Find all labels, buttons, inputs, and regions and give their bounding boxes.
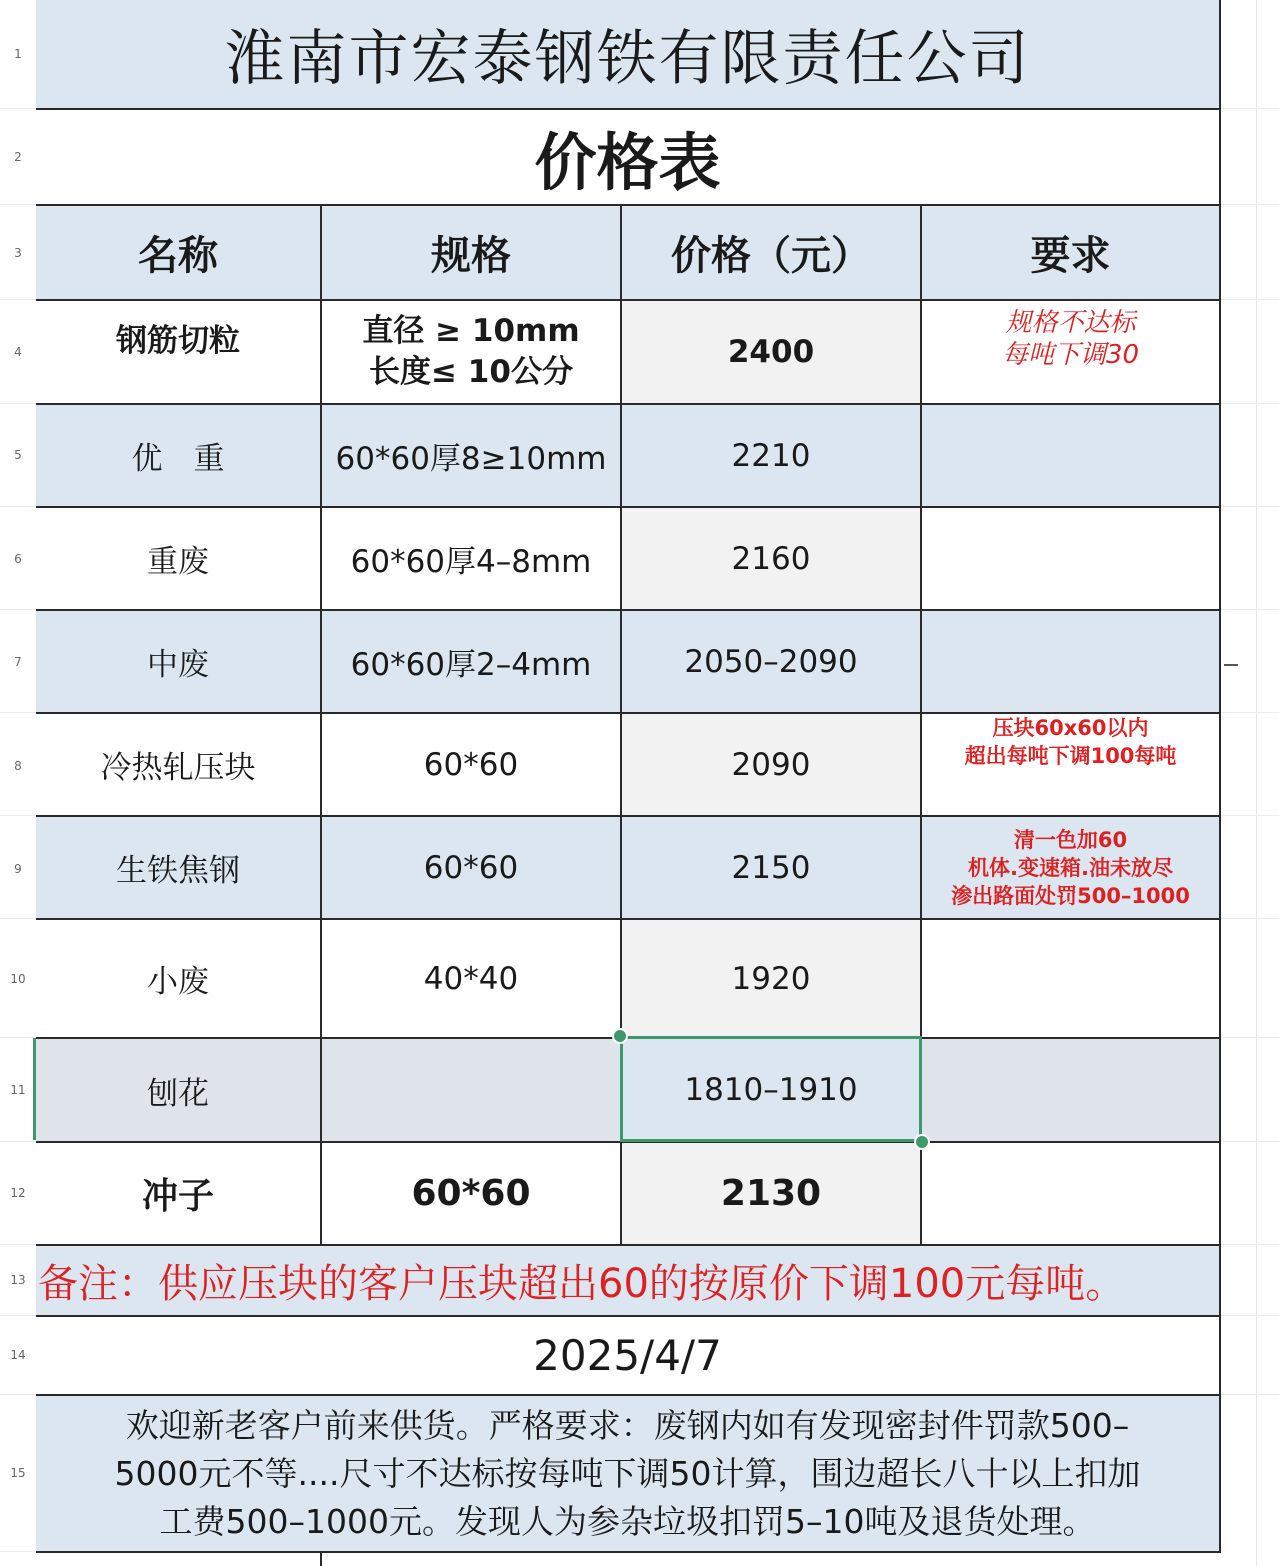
row-number-11[interactable]: 11 xyxy=(10,1083,26,1097)
table-row-cell-name[interactable] xyxy=(36,301,322,405)
gridline xyxy=(1220,1037,1279,1038)
requirement-line: 清一色加60 xyxy=(1013,827,1128,852)
table-row-cell-spec[interactable] xyxy=(322,301,622,405)
table-row-cell-price[interactable] xyxy=(622,1143,922,1246)
table-row-cell-price[interactable] xyxy=(622,817,922,920)
item-price: 2090 xyxy=(731,746,811,783)
company-title-cell[interactable] xyxy=(36,0,1221,110)
item-spec: 60*60 xyxy=(411,1173,531,1214)
table-row-cell-name[interactable] xyxy=(36,817,322,920)
column-divider xyxy=(320,1553,322,1566)
requirement-line: 超出每吨下调100每吨 xyxy=(964,744,1177,768)
gridline xyxy=(1220,1244,1279,1245)
row-number-3[interactable]: 3 xyxy=(14,246,22,260)
table-row-cell-price[interactable] xyxy=(622,508,922,611)
item-name: 冷热轧压块 xyxy=(100,750,256,786)
item-spec-line2: 长度≤ 10公分 xyxy=(369,354,573,390)
gridline xyxy=(1220,815,1279,816)
header-spec[interactable] xyxy=(322,206,622,301)
right-gridline xyxy=(1256,0,1257,1566)
table-row-cell-spec[interactable] xyxy=(322,508,622,611)
gridline xyxy=(0,1551,36,1552)
price-table-title-cell[interactable] xyxy=(36,110,1221,206)
item-spec: 60*60厚4–8mm xyxy=(350,544,592,580)
gridline xyxy=(0,108,36,109)
date-cell[interactable] xyxy=(36,1317,1221,1396)
gridline xyxy=(0,204,36,205)
row-number-12[interactable]: 12 xyxy=(10,1186,26,1200)
table-row-cell-price[interactable] xyxy=(622,405,922,508)
row-number-6[interactable]: 6 xyxy=(14,552,22,566)
table-row-cell-price[interactable] xyxy=(622,920,922,1039)
item-name: 优 重 xyxy=(131,441,225,477)
table-row-cell-spec[interactable] xyxy=(322,405,622,508)
header-name[interactable] xyxy=(36,206,322,301)
row-number-2[interactable]: 2 xyxy=(14,150,22,164)
notice-line: 5000元不等....尺寸不达标按每吨下调50计算，围边超长八十以上扣加 xyxy=(114,1453,1141,1493)
row-number-15[interactable]: 15 xyxy=(10,1466,26,1480)
gridline xyxy=(1220,506,1279,507)
selection-handle-top-left[interactable] xyxy=(612,1028,628,1044)
table-row-cell-spec[interactable] xyxy=(322,714,622,817)
item-spec: 60*60 xyxy=(423,746,519,783)
gridline xyxy=(0,918,36,919)
table-row-cell-name[interactable] xyxy=(36,1143,322,1246)
item-price: 2400 xyxy=(727,334,815,370)
table-row-cell-name[interactable] xyxy=(36,508,322,611)
gridline xyxy=(1220,403,1279,404)
item-spec-line1: 直径 ≥ 10mm xyxy=(362,313,580,349)
table-row-cell-name[interactable] xyxy=(36,714,322,817)
gridline xyxy=(1220,108,1279,109)
table-row-cell-spec[interactable] xyxy=(322,1143,622,1246)
row-header-gutter xyxy=(0,0,37,1566)
item-name: 小废 xyxy=(147,964,209,1000)
price-table-title: 价格表 xyxy=(534,125,721,199)
note-text: 备注：供应压块的客户压块超出60的按原价下调100元每吨。 xyxy=(38,1261,1126,1307)
table-row-cell-requirement[interactable] xyxy=(922,405,1221,508)
header-spec-label: 规格 xyxy=(431,233,511,279)
row-number-7[interactable]: 7 xyxy=(14,655,22,669)
item-price: 2150 xyxy=(731,849,811,886)
gridline xyxy=(1220,1141,1279,1142)
header-requirement[interactable] xyxy=(922,206,1221,301)
requirement-line: 每吨下调30 xyxy=(1001,340,1140,370)
gridline xyxy=(0,609,36,610)
overflow-dash xyxy=(1224,664,1238,666)
table-row-cell-name[interactable] xyxy=(36,920,322,1039)
table-row-cell-spec[interactable] xyxy=(322,611,622,714)
row-number-1[interactable]: 1 xyxy=(14,47,22,61)
item-price: 2160 xyxy=(731,540,811,577)
table-row-cell-price[interactable] xyxy=(622,714,922,817)
row-number-5[interactable]: 5 xyxy=(14,448,22,462)
next-row-partial xyxy=(36,1553,1221,1566)
row-number-9[interactable]: 9 xyxy=(14,862,22,876)
table-row-cell-name[interactable] xyxy=(36,405,322,508)
item-spec: 60*60厚8≥10mm xyxy=(335,441,607,477)
gridline xyxy=(1220,299,1279,300)
table-row-cell-requirement[interactable] xyxy=(922,1039,1221,1143)
table-row-cell-spec[interactable] xyxy=(322,1039,622,1143)
row-number-14[interactable]: 14 xyxy=(10,1348,26,1362)
item-spec: 40*40 xyxy=(423,960,519,997)
requirement-line: 机体.变速箱.油未放尽 xyxy=(968,855,1173,880)
item-price: 2210 xyxy=(731,437,811,474)
row-number-10[interactable]: 10 xyxy=(10,972,26,986)
gridline xyxy=(0,506,36,507)
company-title: 淮南市宏泰钢铁有限责任公司 xyxy=(224,24,1031,94)
table-row-cell-requirement[interactable] xyxy=(922,301,1221,405)
requirement-line: 压块60x60以内 xyxy=(992,716,1149,740)
gridline xyxy=(0,815,36,816)
gridline xyxy=(1220,918,1279,919)
table-row-cell-price[interactable] xyxy=(622,301,922,405)
table-row-cell-spec[interactable] xyxy=(322,817,622,920)
table-row-cell-requirement[interactable] xyxy=(922,714,1221,817)
gridline xyxy=(0,1315,36,1316)
notice-line: 工费500–1000元。发现人为参杂垃圾扣罚5–10吨及退货处理。 xyxy=(159,1501,1096,1541)
table-row-cell-price[interactable] xyxy=(622,611,922,714)
row-number-8[interactable]: 8 xyxy=(14,759,22,773)
item-name: 中废 xyxy=(147,647,209,683)
notice-paragraph-cell[interactable] xyxy=(36,1396,1221,1553)
row-number-4[interactable]: 4 xyxy=(14,345,22,359)
gridline xyxy=(1220,1394,1279,1395)
requirement-line: 渗出路面处罚500–1000 xyxy=(951,883,1190,908)
item-price: 1920 xyxy=(731,960,811,997)
gridline xyxy=(0,1141,36,1142)
table-row-cell-requirement[interactable] xyxy=(922,508,1221,611)
header-name-label: 名称 xyxy=(138,233,218,279)
cell-selection-box[interactable] xyxy=(620,1036,922,1142)
item-name: 重废 xyxy=(147,544,209,580)
requirement-line: 规格不达标 xyxy=(1005,308,1136,338)
note-cell[interactable] xyxy=(36,1246,1221,1317)
row-selection-marker xyxy=(33,1038,36,1140)
table-row-cell-requirement[interactable] xyxy=(922,920,1221,1039)
item-price: 2050–2090 xyxy=(684,643,858,680)
item-spec: 60*60 xyxy=(423,849,519,886)
gridline xyxy=(0,1244,36,1245)
gridline xyxy=(1220,1315,1279,1316)
item-price: 2130 xyxy=(720,1173,822,1214)
item-name: 刨花 xyxy=(147,1075,209,1112)
item-name: 生铁焦钢 xyxy=(116,853,240,889)
table-row-cell-name[interactable] xyxy=(36,611,322,714)
notice-line: 欢迎新老客户前来供货。严格要求：废钢内如有发现密封件罚款500– xyxy=(125,1405,1130,1445)
table-row-cell-requirement[interactable] xyxy=(922,611,1221,714)
table-row-cell-requirement[interactable] xyxy=(922,1143,1221,1246)
gridline xyxy=(0,299,36,300)
item-spec: 60*60厚2–4mm xyxy=(350,647,592,683)
table-row-cell-name[interactable] xyxy=(36,1039,322,1143)
gridline xyxy=(1220,204,1279,205)
header-price[interactable] xyxy=(622,206,922,301)
header-price-label: 价格（元） xyxy=(671,233,871,279)
selection-handle-bottom-right[interactable] xyxy=(914,1134,930,1150)
item-price: 1810–1910 xyxy=(684,1072,858,1108)
gridline xyxy=(0,1037,36,1038)
gridline xyxy=(1220,609,1279,610)
gridline xyxy=(0,712,36,713)
header-requirement-label: 要求 xyxy=(1030,233,1111,279)
table-row-cell-spec[interactable] xyxy=(322,920,622,1039)
gridline xyxy=(0,1394,36,1395)
gridline xyxy=(0,403,36,404)
date-text: 2025/4/7 xyxy=(533,1331,722,1380)
item-name: 冲子 xyxy=(141,1176,214,1217)
row-number-13[interactable]: 13 xyxy=(10,1273,26,1287)
table-row-cell-requirement[interactable] xyxy=(922,817,1221,920)
item-name: 钢筋切粒 xyxy=(116,323,240,359)
gridline xyxy=(1220,712,1279,713)
